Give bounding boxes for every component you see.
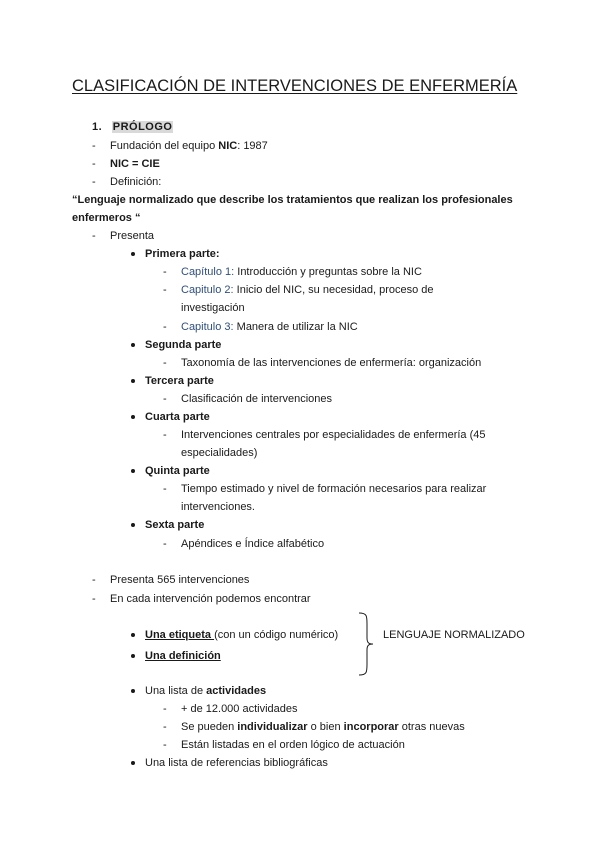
etiqueta-label: Una etiqueta [145,629,215,641]
actividad-2-post: otras nuevas [398,721,465,733]
part-3-item: Clasificación de intervenciones [181,393,333,405]
dash-marker: - [163,266,167,278]
chapter-3-text: Manera de utilizar la NIC [233,321,358,333]
part-5-item: Tiempo estimado y nivel de formación necesarios para realizar [181,483,487,495]
part-3-title: Tercera parte [145,375,214,387]
page-title: CLASIFICACIÓN DE INTERVENCIONES DE ENFERMERÍA [72,77,518,95]
actividad-2-mid: o bien [307,721,344,733]
dash-marker: - [92,158,96,170]
etiqueta-text: (con un código numérico) [214,629,339,641]
definicion-line: Definición: [110,176,162,188]
chapter-2 [181,283,434,297]
chapter-1 [181,265,422,279]
dash-marker: - [163,284,167,296]
bullet-dot [131,252,135,256]
definicion-item: Una definición [145,650,221,662]
dash-marker: - [163,393,167,405]
dash-marker: - [163,721,167,733]
part-1-title: Primera parte: [145,248,220,260]
bullet-dot [131,343,135,347]
bullet-dot [131,689,135,693]
chapter-1-label: Capítulo 1: [181,266,235,278]
dash-marker: - [163,357,167,369]
part-2-item: Taxonomía de las intervenciones de enfermería: organización [181,357,482,369]
curly-brace-icon [358,612,376,676]
dash-marker: - [163,321,167,333]
dash-marker: - [92,176,96,188]
section-label: PRÓLOGO [112,121,173,133]
dash-marker: - [163,739,167,751]
fundacion-line [110,139,268,153]
part-2-title: Segunda parte [145,339,222,351]
bullet-dot [131,761,135,765]
bullet-dot [131,379,135,383]
part-5-item-cont: intervenciones. [181,501,255,513]
quote-line-1: “Lenguaje normalizado que describe los tratamientos que realizan los profesionales [72,194,513,206]
part-6-item: Apéndices e Índice alfabético [181,538,325,550]
bullet-dot [131,633,135,637]
actividad-2-bold-1: individualizar [237,721,308,733]
bullet-dot [131,523,135,527]
actividades-line [145,684,266,698]
dash-marker: - [92,230,96,242]
bullet-dot [131,415,135,419]
dash-marker: - [163,483,167,495]
chapter-2-label: Capitulo 2: [181,284,234,296]
chapter-3-label: Capitulo 3: [181,321,234,333]
part-4-item: Intervenciones centrales por especialidades de enfermería (45 [181,429,486,441]
section-number: 1. [92,121,103,133]
actividad-1: + de 12.000 actividades [181,703,298,715]
actividades-pre: Una lista de [145,685,207,697]
presenta-565-line: Presenta 565 intervenciones [110,574,250,586]
lenguaje-normalizado-label: LENGUAJE NORMALIZADO [383,629,525,641]
part-4-title: Cuarta parte [145,411,210,423]
etiqueta-line [145,628,338,642]
dash-marker: - [163,703,167,715]
dash-marker: - [92,140,96,152]
dash-marker: - [92,574,96,586]
referencias-line: Una lista de referencias bibliográficas [145,757,328,769]
actividad-2 [181,720,465,734]
bullet-dot [131,469,135,473]
fundacion-year: : 1987 [237,140,268,152]
dash-marker: - [92,593,96,605]
section-heading [92,120,173,134]
chapter-2-cont: investigación [181,302,245,314]
actividad-3: Están listadas en el orden lógico de actuación [181,739,405,751]
dash-marker: - [163,429,167,441]
fundacion-text: Fundación del equipo [110,140,219,152]
part-4-item-cont: especialidades) [181,447,258,459]
part-6-title: Sexta parte [145,519,205,531]
cada-intervencion-line: En cada intervención podemos encontrar [110,593,311,605]
chapter-2-text: Inicio del NIC, su necesidad, proceso de [233,284,434,296]
fundacion-nic: NIC [218,140,238,152]
actividad-2-bold-2: incorporar [343,721,399,733]
presenta-line: Presenta [110,230,155,242]
part-5-title: Quinta parte [145,465,210,477]
actividad-2-pre: Se pueden [181,721,238,733]
bullet-dot [131,654,135,658]
chapter-1-text: Introducción y preguntas sobre la NIC [234,266,422,278]
nic-cie-line: NIC = CIE [110,158,160,170]
chapter-3 [181,320,358,334]
quote-line-2: enfermeros “ [72,212,141,224]
dash-marker: - [163,538,167,550]
actividades-bold: actividades [206,685,267,697]
